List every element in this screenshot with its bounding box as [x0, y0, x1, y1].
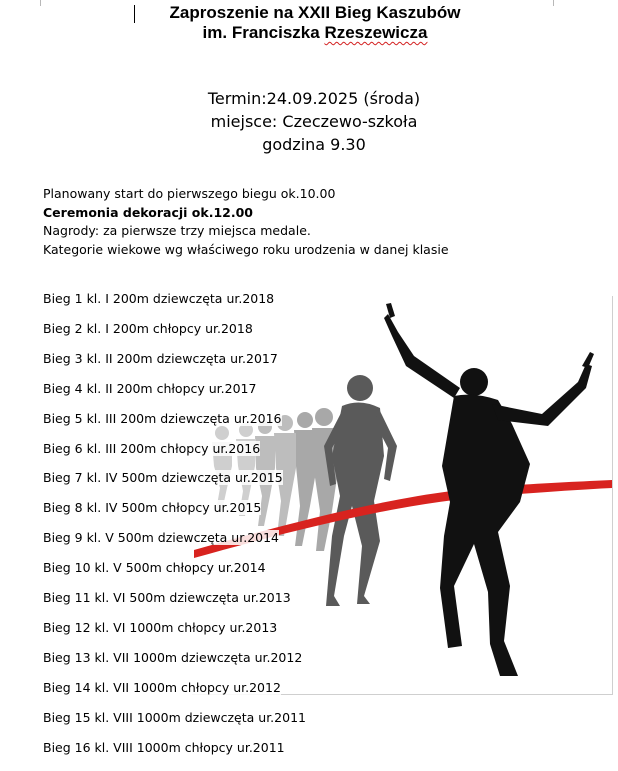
race-item-text: Bieg 13 kl. VII 1000m dziewczęta ur.2012	[43, 649, 303, 665]
race-item-text: Bieg 6 kl. III 200m chłopcy ur.2016	[43, 440, 261, 456]
event-time[interactable]: godzina 9.30	[262, 135, 366, 154]
race-item[interactable]	[43, 321, 253, 336]
race-item[interactable]	[43, 470, 283, 485]
race-item[interactable]	[43, 411, 282, 426]
categories-note[interactable]: Kategorie wiekowe wg właściwego roku urodzenia w danej klasie	[43, 242, 449, 257]
race-item[interactable]	[43, 500, 261, 515]
race-item[interactable]	[43, 740, 285, 755]
race-item[interactable]	[43, 530, 279, 545]
race-item-text: Bieg 12 kl. VI 1000m chłopcy ur.2013	[43, 619, 278, 635]
document-title-line2[interactable]	[0, 23, 618, 43]
race-item-text: Bieg 5 kl. III 200m dziewczęta ur.2016	[43, 410, 282, 426]
race-item[interactable]	[43, 441, 260, 456]
race-item[interactable]	[43, 381, 256, 396]
planned-start-note[interactable]: Planowany start do pierwszego biegu ok.10.00	[43, 186, 336, 201]
event-date[interactable]: Termin:24.09.2025 (środa)	[207, 89, 421, 108]
race-item[interactable]	[43, 590, 291, 605]
race-item[interactable]	[43, 680, 281, 695]
race-item-text: Bieg 1 kl. I 200m dziewczęta ur.2018	[43, 291, 275, 306]
race-item[interactable]	[43, 650, 302, 665]
title-prefix: im. Franciszka	[202, 23, 325, 42]
ceremony-note[interactable]: Ceremonia dekoracji ok.12.00	[43, 205, 253, 220]
finish-tape	[194, 480, 612, 558]
race-item-text: Bieg 16 kl. VIII 1000m chłopcy ur.2011	[43, 739, 285, 755]
race-item-text: Bieg 2 kl. I 200m chłopcy ur.2018	[43, 320, 253, 336]
race-item-text: Bieg 4 kl. II 200m chłopcy ur.2017	[43, 380, 257, 396]
race-item[interactable]	[43, 291, 274, 306]
race-item-text: Bieg 14 kl. VII 1000m chłopcy ur.2012	[43, 679, 281, 695]
event-place[interactable]: miejsce: Czeczewo-szkoła	[210, 112, 418, 131]
document-title-line1[interactable]: Zaproszenie na XXII Bieg Kaszubów	[169, 3, 461, 22]
race-item-text: Bieg 3 kl. II 200m dziewczęta ur.2017	[43, 350, 278, 366]
race-item[interactable]	[43, 560, 266, 575]
race-item-text: Bieg 11 kl. VI 500m dziewczęta ur.2013	[43, 590, 291, 605]
race-item[interactable]	[43, 620, 277, 635]
race-item-text: Bieg 9 kl. V 500m dziewczęta ur.2014	[43, 530, 280, 546]
prizes-note[interactable]: Nagrody: za pierwsze trzy miejsca medale.	[43, 223, 311, 238]
race-item-text: Bieg 7 kl. IV 500m dziewczęta ur.2015	[43, 470, 283, 486]
title-patron-name: Rzeszewicza	[324, 23, 428, 42]
race-item[interactable]	[43, 351, 278, 366]
race-item-text: Bieg 15 kl. VIII 1000m dziewczęta ur.2011	[43, 709, 306, 725]
race-item[interactable]	[43, 710, 306, 725]
race-item-text: Bieg 8 kl. IV 500m chłopcy ur.2015	[43, 500, 262, 516]
race-item-text: Bieg 10 kl. V 500m chłopcy ur.2014	[43, 560, 266, 576]
